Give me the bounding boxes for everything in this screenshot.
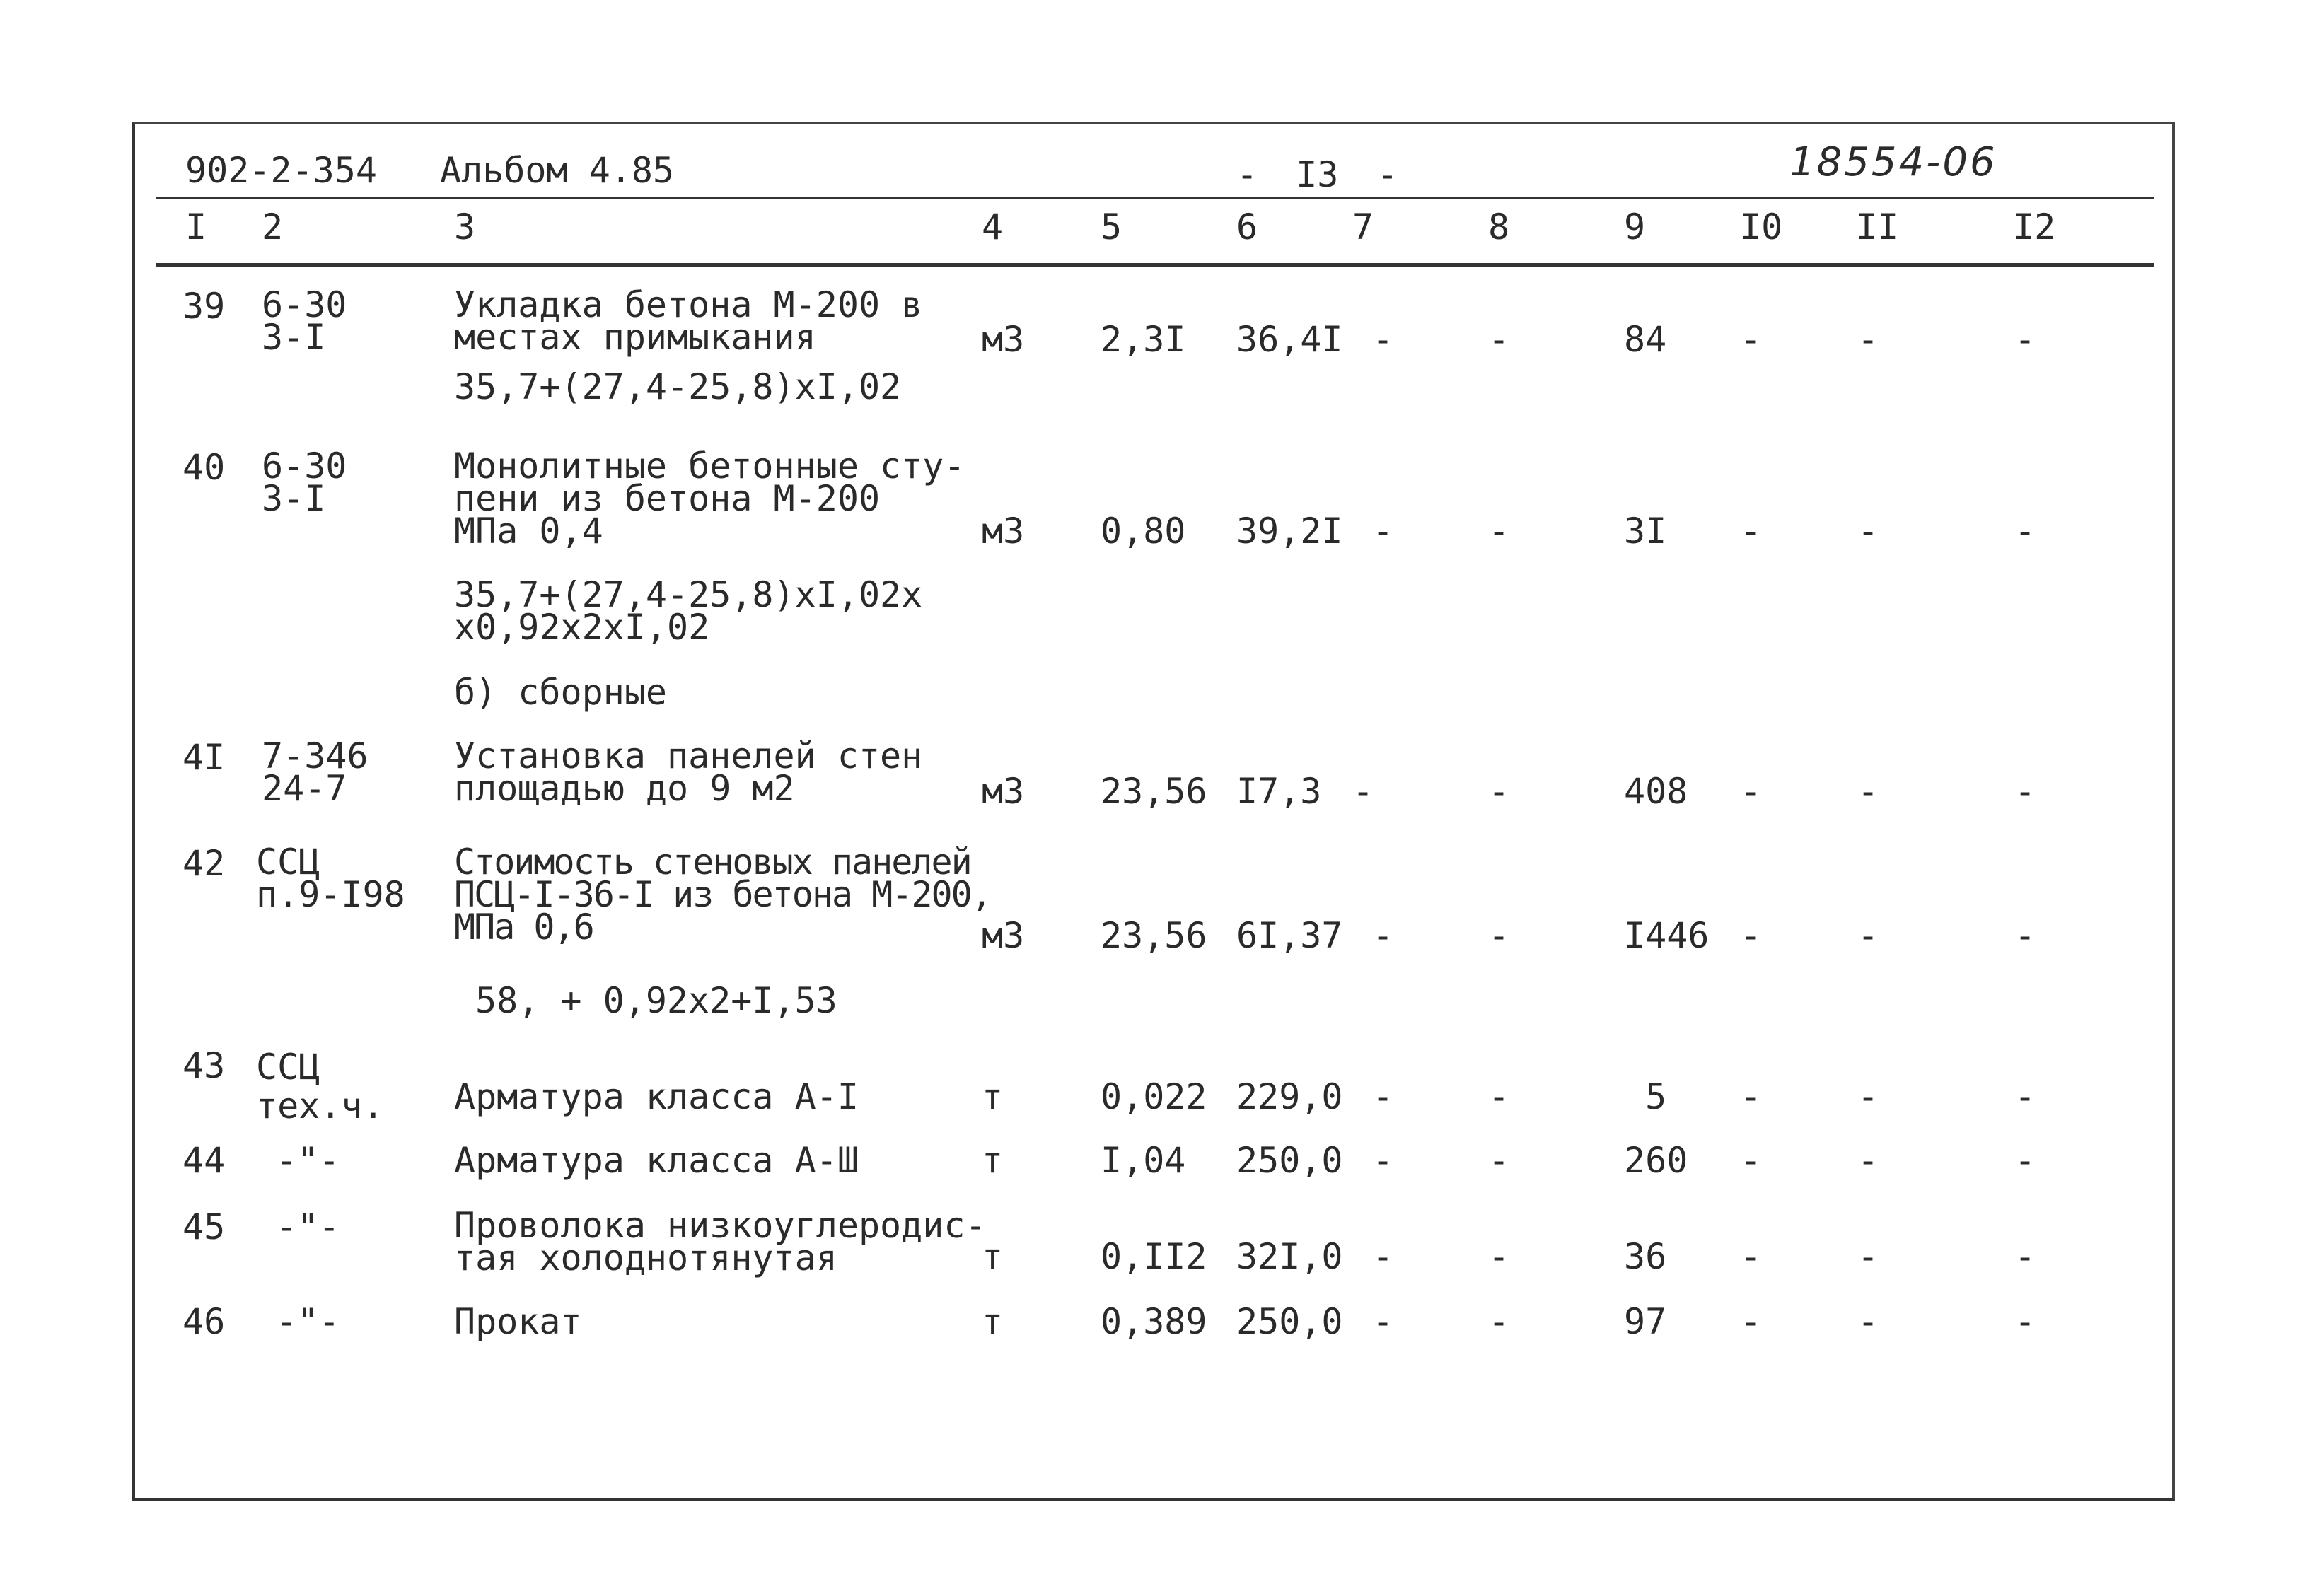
row-col8: - bbox=[1488, 771, 1510, 812]
row-code: 6-30 3-I bbox=[262, 445, 347, 519]
row-col11: - bbox=[1857, 511, 1879, 552]
row-col8: - bbox=[1488, 1140, 1510, 1181]
row-col8: - bbox=[1488, 915, 1510, 956]
row-col9: I446 bbox=[1624, 915, 1710, 956]
row-price: 39,2I bbox=[1236, 511, 1343, 552]
row-col12: - bbox=[2014, 511, 2036, 552]
row-col8: - bbox=[1488, 511, 1510, 552]
row-number: 46 bbox=[182, 1301, 226, 1342]
row-description: Установка панелей стен площадью до 9 м2 bbox=[454, 735, 923, 809]
row-col11: - bbox=[1857, 1076, 1879, 1117]
row-col7: - bbox=[1372, 511, 1394, 552]
row-col8: - bbox=[1488, 319, 1510, 360]
row-number: 45 bbox=[182, 1206, 226, 1247]
row-unit: т bbox=[982, 1140, 1004, 1181]
col-header-3: 3 bbox=[454, 206, 476, 247]
section-label: б) сборные bbox=[454, 672, 668, 713]
row-description: Стоимость стеновых панелей ПСЦ-I-36-I из бетона М-200, МПа 0,6 bbox=[454, 841, 991, 948]
row-col9: 3I bbox=[1624, 511, 1667, 552]
row-code: 7-346 24-7 bbox=[262, 735, 369, 809]
row-col8: - bbox=[1488, 1301, 1510, 1342]
row-quantity: I,04 bbox=[1101, 1140, 1186, 1181]
row-unit: м3 bbox=[982, 771, 1025, 812]
row-description: Арматура класса А-Ш bbox=[454, 1140, 859, 1181]
row-description: Прокат bbox=[454, 1301, 582, 1342]
row-col7: - bbox=[1372, 1076, 1394, 1117]
row-col11: - bbox=[1857, 319, 1879, 360]
row-col12: - bbox=[2014, 1140, 2036, 1181]
row-col11: - bbox=[1857, 1140, 1879, 1181]
row-quantity: 0,II2 bbox=[1101, 1236, 1207, 1277]
row-quantity: 0,389 bbox=[1101, 1301, 1207, 1342]
row-unit: т bbox=[982, 1301, 1004, 1342]
row-quantity: 23,56 bbox=[1101, 771, 1207, 812]
row-col7: - bbox=[1372, 1140, 1394, 1181]
row-price: 250,0 bbox=[1236, 1140, 1343, 1181]
row-col11: - bbox=[1857, 771, 1879, 812]
row-col11: - bbox=[1857, 1236, 1879, 1277]
album-label: Альбом 4.85 bbox=[440, 150, 675, 191]
handwritten-number: 18554-06 bbox=[1789, 139, 1997, 185]
col-header-11: II bbox=[1856, 206, 1899, 247]
row-col9: 36 bbox=[1624, 1236, 1667, 1277]
row-price: 32I,0 bbox=[1236, 1236, 1343, 1277]
row-col10: - bbox=[1740, 1076, 1762, 1117]
row-col8: - bbox=[1488, 1236, 1510, 1277]
col-header-4: 4 bbox=[982, 206, 1004, 247]
row-formula: 35,7+(27,4-25,8)xI,02x x0,92x2xI,02 bbox=[454, 574, 923, 648]
row-col10: - bbox=[1740, 1236, 1762, 1277]
col-header-10: I0 bbox=[1740, 206, 1783, 247]
columns-divider bbox=[156, 263, 2154, 267]
row-description: Укладка бетона М-200 в местах примыкания bbox=[454, 284, 923, 358]
row-price: 250,0 bbox=[1236, 1301, 1343, 1342]
row-number: 44 bbox=[182, 1140, 226, 1181]
row-col11: - bbox=[1857, 915, 1879, 956]
row-col7: - bbox=[1372, 915, 1394, 956]
row-col7: - bbox=[1352, 771, 1374, 812]
row-unit: м3 bbox=[982, 915, 1025, 956]
col-header-12: I2 bbox=[2013, 206, 2056, 247]
col-header-7: 7 bbox=[1352, 206, 1374, 247]
row-col9: 5 bbox=[1645, 1076, 1667, 1117]
row-col10: - bbox=[1740, 1140, 1762, 1181]
row-price: I7,3 bbox=[1236, 771, 1322, 812]
doc-code: 902-2-354 bbox=[185, 150, 377, 191]
row-col9: 84 bbox=[1624, 319, 1667, 360]
page-number: - I3 - bbox=[1236, 154, 1398, 195]
row-code: -"- bbox=[276, 1140, 340, 1181]
row-unit: м3 bbox=[982, 511, 1025, 552]
row-code: -"- bbox=[276, 1301, 340, 1342]
row-price: 6I,37 bbox=[1236, 915, 1343, 956]
row-unit: т bbox=[982, 1236, 1004, 1277]
row-number: 43 bbox=[182, 1045, 226, 1086]
row-description: Проволока низкоуглеродис- тая холоднотянутая bbox=[454, 1205, 987, 1278]
col-header-5: 5 bbox=[1101, 206, 1122, 247]
row-unit: м3 bbox=[982, 319, 1025, 360]
row-quantity: 0,022 bbox=[1101, 1076, 1207, 1117]
row-code: ССЦ тех.ч. bbox=[256, 1047, 384, 1126]
row-col7: - bbox=[1372, 319, 1394, 360]
row-col12: - bbox=[2014, 1076, 2036, 1117]
col-header-9: 9 bbox=[1624, 206, 1646, 247]
row-number: 40 bbox=[182, 447, 226, 488]
row-code: -"- bbox=[276, 1206, 340, 1247]
row-col12: - bbox=[2014, 915, 2036, 956]
row-col7: - bbox=[1372, 1236, 1394, 1277]
col-header-2: 2 bbox=[262, 206, 284, 247]
row-col7: - bbox=[1372, 1301, 1394, 1342]
row-unit: т bbox=[982, 1076, 1004, 1117]
row-formula: 58, + 0,92x2+I,53 bbox=[475, 980, 837, 1021]
row-col10: - bbox=[1740, 511, 1762, 552]
row-col9: 97 bbox=[1624, 1301, 1667, 1342]
row-col12: - bbox=[2014, 319, 2036, 360]
row-col10: - bbox=[1740, 319, 1762, 360]
row-formula: 35,7+(27,4-25,8)xI,02 bbox=[454, 366, 902, 407]
col-header-8: 8 bbox=[1488, 206, 1510, 247]
row-col10: - bbox=[1740, 771, 1762, 812]
col-header-6: 6 bbox=[1236, 206, 1258, 247]
row-code: ССЦ п.9-I98 bbox=[256, 841, 405, 915]
row-col9: 260 bbox=[1624, 1140, 1688, 1181]
row-col12: - bbox=[2014, 771, 2036, 812]
row-code: 6-30 3-I bbox=[262, 284, 347, 358]
row-col10: - bbox=[1740, 1301, 1762, 1342]
row-description: Арматура класса А-I bbox=[454, 1076, 859, 1117]
row-col12: - bbox=[2014, 1301, 2036, 1342]
row-number: 39 bbox=[182, 286, 226, 327]
row-number: 42 bbox=[182, 843, 226, 884]
row-col8: - bbox=[1488, 1076, 1510, 1117]
row-col10: - bbox=[1740, 915, 1762, 956]
row-quantity: 0,80 bbox=[1101, 511, 1186, 552]
row-col12: - bbox=[2014, 1236, 2036, 1277]
row-number: 4I bbox=[182, 737, 226, 778]
row-quantity: 2,3I bbox=[1101, 319, 1186, 360]
row-quantity: 23,56 bbox=[1101, 915, 1207, 956]
row-price: 229,0 bbox=[1236, 1076, 1343, 1117]
header-divider bbox=[156, 197, 2154, 199]
row-col9: 408 bbox=[1624, 771, 1688, 812]
row-price: 36,4I bbox=[1236, 319, 1343, 360]
row-col11: - bbox=[1857, 1301, 1879, 1342]
row-description: Монолитные бетонные сту- пени из бетона М-200 МПа 0,4 bbox=[454, 445, 965, 552]
col-header-1: I bbox=[185, 206, 207, 247]
